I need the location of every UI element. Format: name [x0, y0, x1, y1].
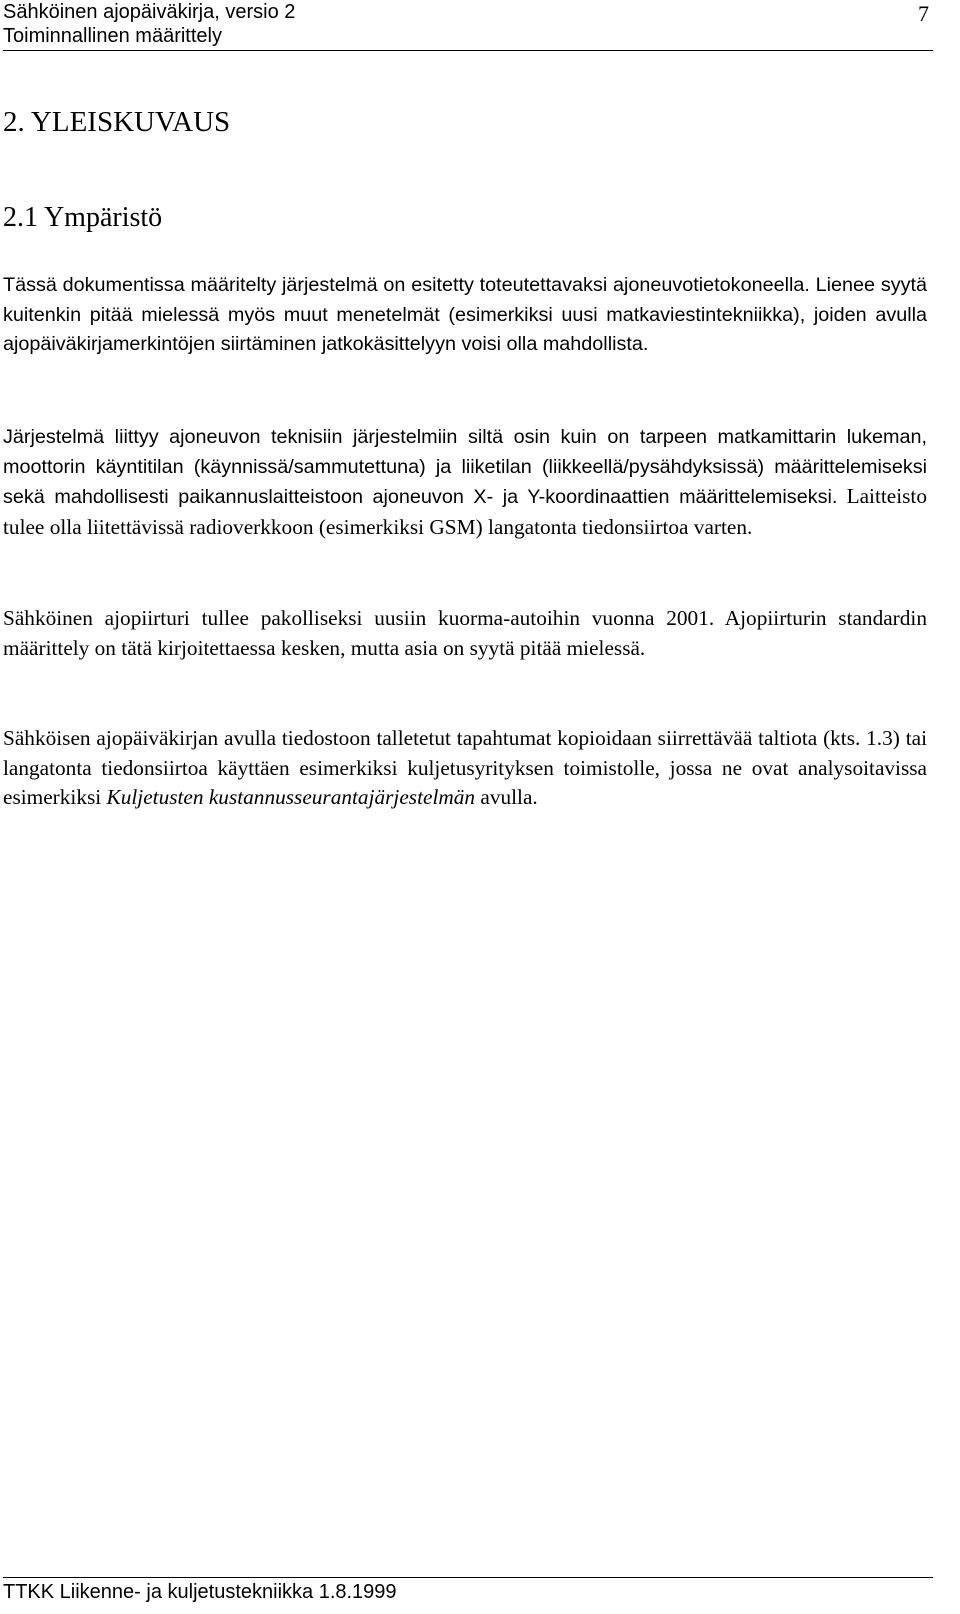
paragraph-data-transfer-end: avulla. [480, 785, 538, 809]
paragraph-data-transfer-text: Sähköisen ajopäiväkirjan avulla tiedostoon talletetut tapahtumat kopioidaan siirrettävää taltiota (kts. 1.3) tai langatonta tiedonsiirtoa käyttäen esimerkiksi kuljetusyrityksen toimistolle, jossa ne ovat analysoitavissa esimerkiksi [3, 726, 927, 809]
section-heading: 2. YLEISKUVAUS [3, 106, 231, 138]
page-number: 7 [918, 1, 929, 26]
document-title: Sähköinen ajopäiväkirja, versio 2 [3, 1, 296, 23]
paragraph-vehicle-systems-part1: Järjestelmä liittyy ajoneuvon teknisiin järjestelmiin siltä osin kuin on tarpeen matkamittarin lukeman, moottorin käyntitilan (käynnissä/sammutettuna) ja liiketilan (liikkeellä/pysähdyksissä) määrittelemiseksi sekä mahdollisesti paikannuslaitteistoon ajoneuvon X- ja Y-koordinaattien määrittelemiseksi. [3, 426, 927, 508]
paragraph-vehicle-systems-part2: Laitteisto tulee olla liitettävissä radioverkkoon (esimerkiksi GSM) langatonta tiedonsiirtoa varten. [3, 484, 927, 539]
running-footer: TTKK Liikenne- ja kuljetustekniikka 1.8.1999 [3, 1577, 933, 1604]
paragraph-data-transfer-italic: Kuljetusten kustannusseurantajärjestelmän [106, 785, 476, 809]
paragraph-vehicle-systems [3, 423, 927, 543]
running-header [3, 0, 933, 51]
paragraph-tachograph: Sähköinen ajopiirturi tullee pakolliseksi uusiin kuorma-autoihin vuonna 2001. Ajopiirturin standardin määrittely on tätä kirjoitettaessa kesken, mutta asia on syytä pitää mielessä. [3, 606, 927, 660]
document-subtitle: Toiminnallinen määrittely [3, 25, 222, 47]
subsection-heading: 2.1 Ympäristö [3, 202, 163, 233]
paragraph-data-transfer [3, 724, 927, 813]
paragraph-environment-intro: Tässä dokumentissa määritelty järjestelmä on esitetty toteutettavaksi ajoneuvotietokoneella. Lienee syytä kuitenkin pitää mielessä myös muut menetelmät (esimerkiksi uusi matkaviestintekniikka), joiden avulla ajopäiväkirjamerkintöjen siirtäminen jatkokäsittelyyn voisi olla mahdollista. [3, 274, 927, 355]
